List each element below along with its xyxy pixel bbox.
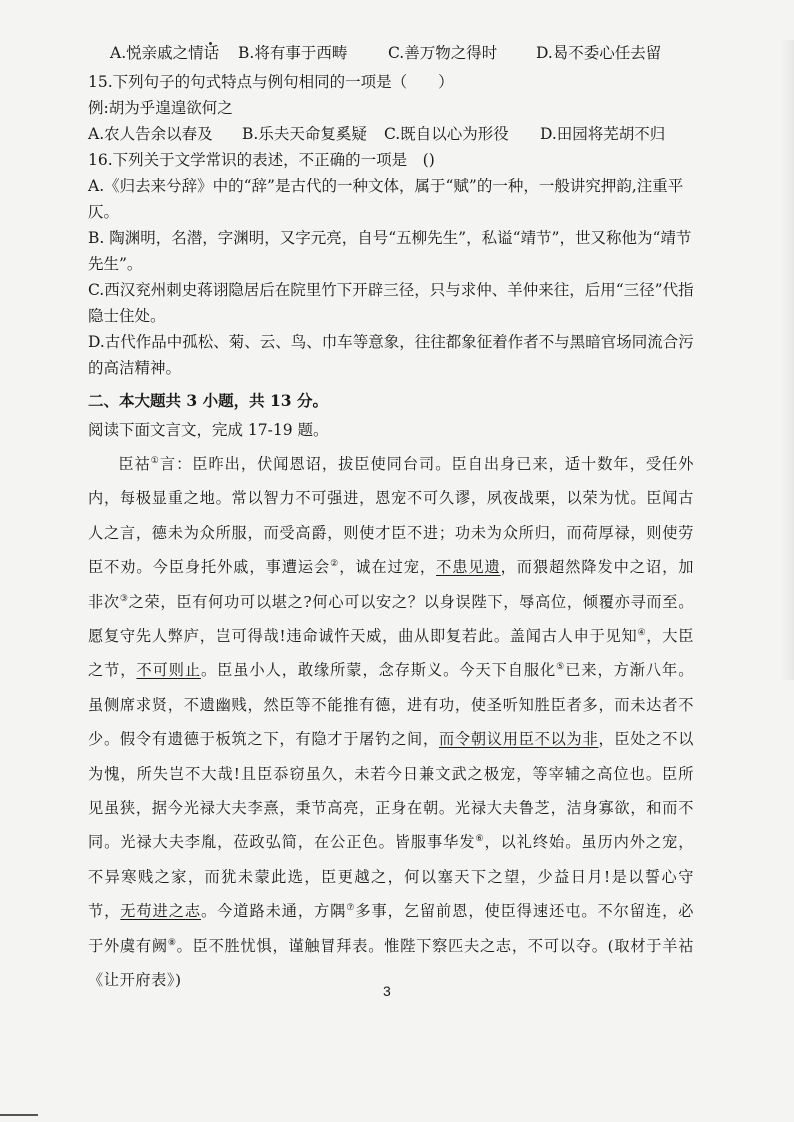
underlined-phrase: 无苟进之志 <box>120 902 202 921</box>
q15-option-a: A.农人告余以春及 <box>88 125 213 143</box>
q14-option-b: B.将有事于西畴 <box>238 44 348 62</box>
q15-option-b: B.乐夫天命复奚疑 <box>242 125 367 143</box>
passage-text: 多事，乞留前恩，使臣得速还屯。不尔留连，必于外虞有阙 <box>88 902 695 955</box>
q15-option-d: D.田园将芜胡不归 <box>540 125 666 143</box>
q16-option-b: B. 陶渊明，名潜，字渊明，又字元亮，自号“五柳先生”，私谥“靖节”，世又称他为“靖节先生”。 <box>88 229 692 273</box>
q16-stem: 16.下列关于文学常识的表述，不正确的一项是 () <box>88 151 435 169</box>
passage-text: 。臣虽小人，敢缘所蒙，念存斯义。今天下自服化 <box>201 661 557 680</box>
note-marker: ⑧ <box>167 937 177 948</box>
underlined-phrase: 不可则止 <box>136 661 202 680</box>
passage-text: 言：臣昨出，伏闻恩诏，拔臣使同台司。臣自出身已来，适十数年，受任外内，每极显重之地。常以智力不可强进，恩宠不可久谬，夙夜战栗，以荣为忧。臣闻古人之言，德未为众所服，而受高爵，则使才臣不进；功未为众所归，而荷厚禄，则使劳臣不劝。今臣身托外戚，事遭运会 <box>88 455 695 577</box>
underlined-phrase: 不患见遗 <box>436 558 501 577</box>
q14-option-a: A.悦亲戚之情话 <box>110 44 220 62</box>
q14-option-d: D.曷不委心任去留 <box>536 44 662 62</box>
q16-option-c: C.西汉兖州刺史蒋诩隐居后在院里竹下开辟三径，只与求仲、羊仲来往，后用“三径”代指隐士住处。 <box>88 281 694 325</box>
underlined-phrase: 而令朝议用臣不以为非 <box>438 730 599 749</box>
scan-edge-shadow <box>780 40 794 680</box>
q15-example: 例:胡为乎遑遑欲何之 <box>88 99 233 117</box>
scan-corner-mark <box>0 1114 38 1116</box>
passage-text: ，而猥超然降发中之诏，加非次 <box>88 558 695 611</box>
q15-option-c: C.既自以心为形役 <box>384 125 509 143</box>
q14-option-c: C.善万物之得时 <box>388 44 498 62</box>
passage-text: 已来，方渐八年。虽侧席求贤，不遗幽贱，然臣等不能推有德，进有功，使圣听知胜臣者多，而未达者不少。假令有遗德于板筑之下，有隐才于屠钓之间， <box>88 661 694 749</box>
passage-text: ，大臣之节， <box>88 627 694 680</box>
note-marker: ⑥ <box>475 834 485 845</box>
q15-stem: 15.下列句子的句式特点与例句相同的一项是（ ） <box>88 73 454 91</box>
q16-option-d: D.古代作品中孤松、菊、云、鸟、巾车等意象，往往都象征着作者不与黑暗官场同流合污的高洁精神。 <box>88 333 694 377</box>
passage-text: ，诚在过宠， <box>339 558 437 577</box>
note-marker: ⑤ <box>556 662 566 673</box>
note-marker: ① <box>150 456 160 466</box>
passage-text: 之荣，臣有何功可以堪之?何心可以安之？以身误陛下，辱高位，倾覆亦寻而至。愿复守先人弊庐，岂可得哉!违命诚忤天威，曲从即复若此。盖闻古人申于见知 <box>88 592 695 646</box>
q15-options <box>88 121 694 147</box>
passage-text: ，以礼终始。虽历内外之宠，不异寒贱之家，而犹未蒙此选，臣更越之，何以塞天下之望，少益日月!是以誓心守节， <box>88 833 694 921</box>
q14-options <box>88 42 694 64</box>
passage-text: ，臣处之不以为愧，所失岂不大哉!且臣忝窃虽久，未若今日兼文武之极宠，等宰辅之高位也。臣所见虽狭，据今光禄大夫李熹，秉节高亮，正身在朝。光禄大夫鲁芝，洁身寡欲，和而不同。光禄大夫李胤，莅政弘简，在公正色。皆服事华发 <box>88 730 694 852</box>
page-content <box>88 42 694 998</box>
reading-instruction: 阅读下面文言文，完成 17-19 题。 <box>88 421 329 439</box>
passage-text: 臣祜 <box>118 455 151 473</box>
classical-passage <box>88 447 694 998</box>
passage-text: 。臣不胜忧惧，谨触冒拜表。惟陛下察匹夫之志，不可以夺。(取材于羊祜《让开府表》) <box>88 936 695 990</box>
section-heading: 二、本大题共 3 小题，共 13 分。 <box>88 391 328 410</box>
page-number: 3 <box>383 983 391 999</box>
q16-option-a: A.《归去来兮辞》中的“辞”是古代的一种文体，属于“赋”的一种，一般讲究押韵,注重平仄。 <box>88 177 684 221</box>
note-marker: ② <box>330 559 340 570</box>
passage-text: 。今道路未通，方隅 <box>201 902 347 921</box>
note-marker: ③ <box>119 593 129 604</box>
note-marker: ④ <box>637 628 647 639</box>
note-marker: ⑦ <box>346 903 356 914</box>
